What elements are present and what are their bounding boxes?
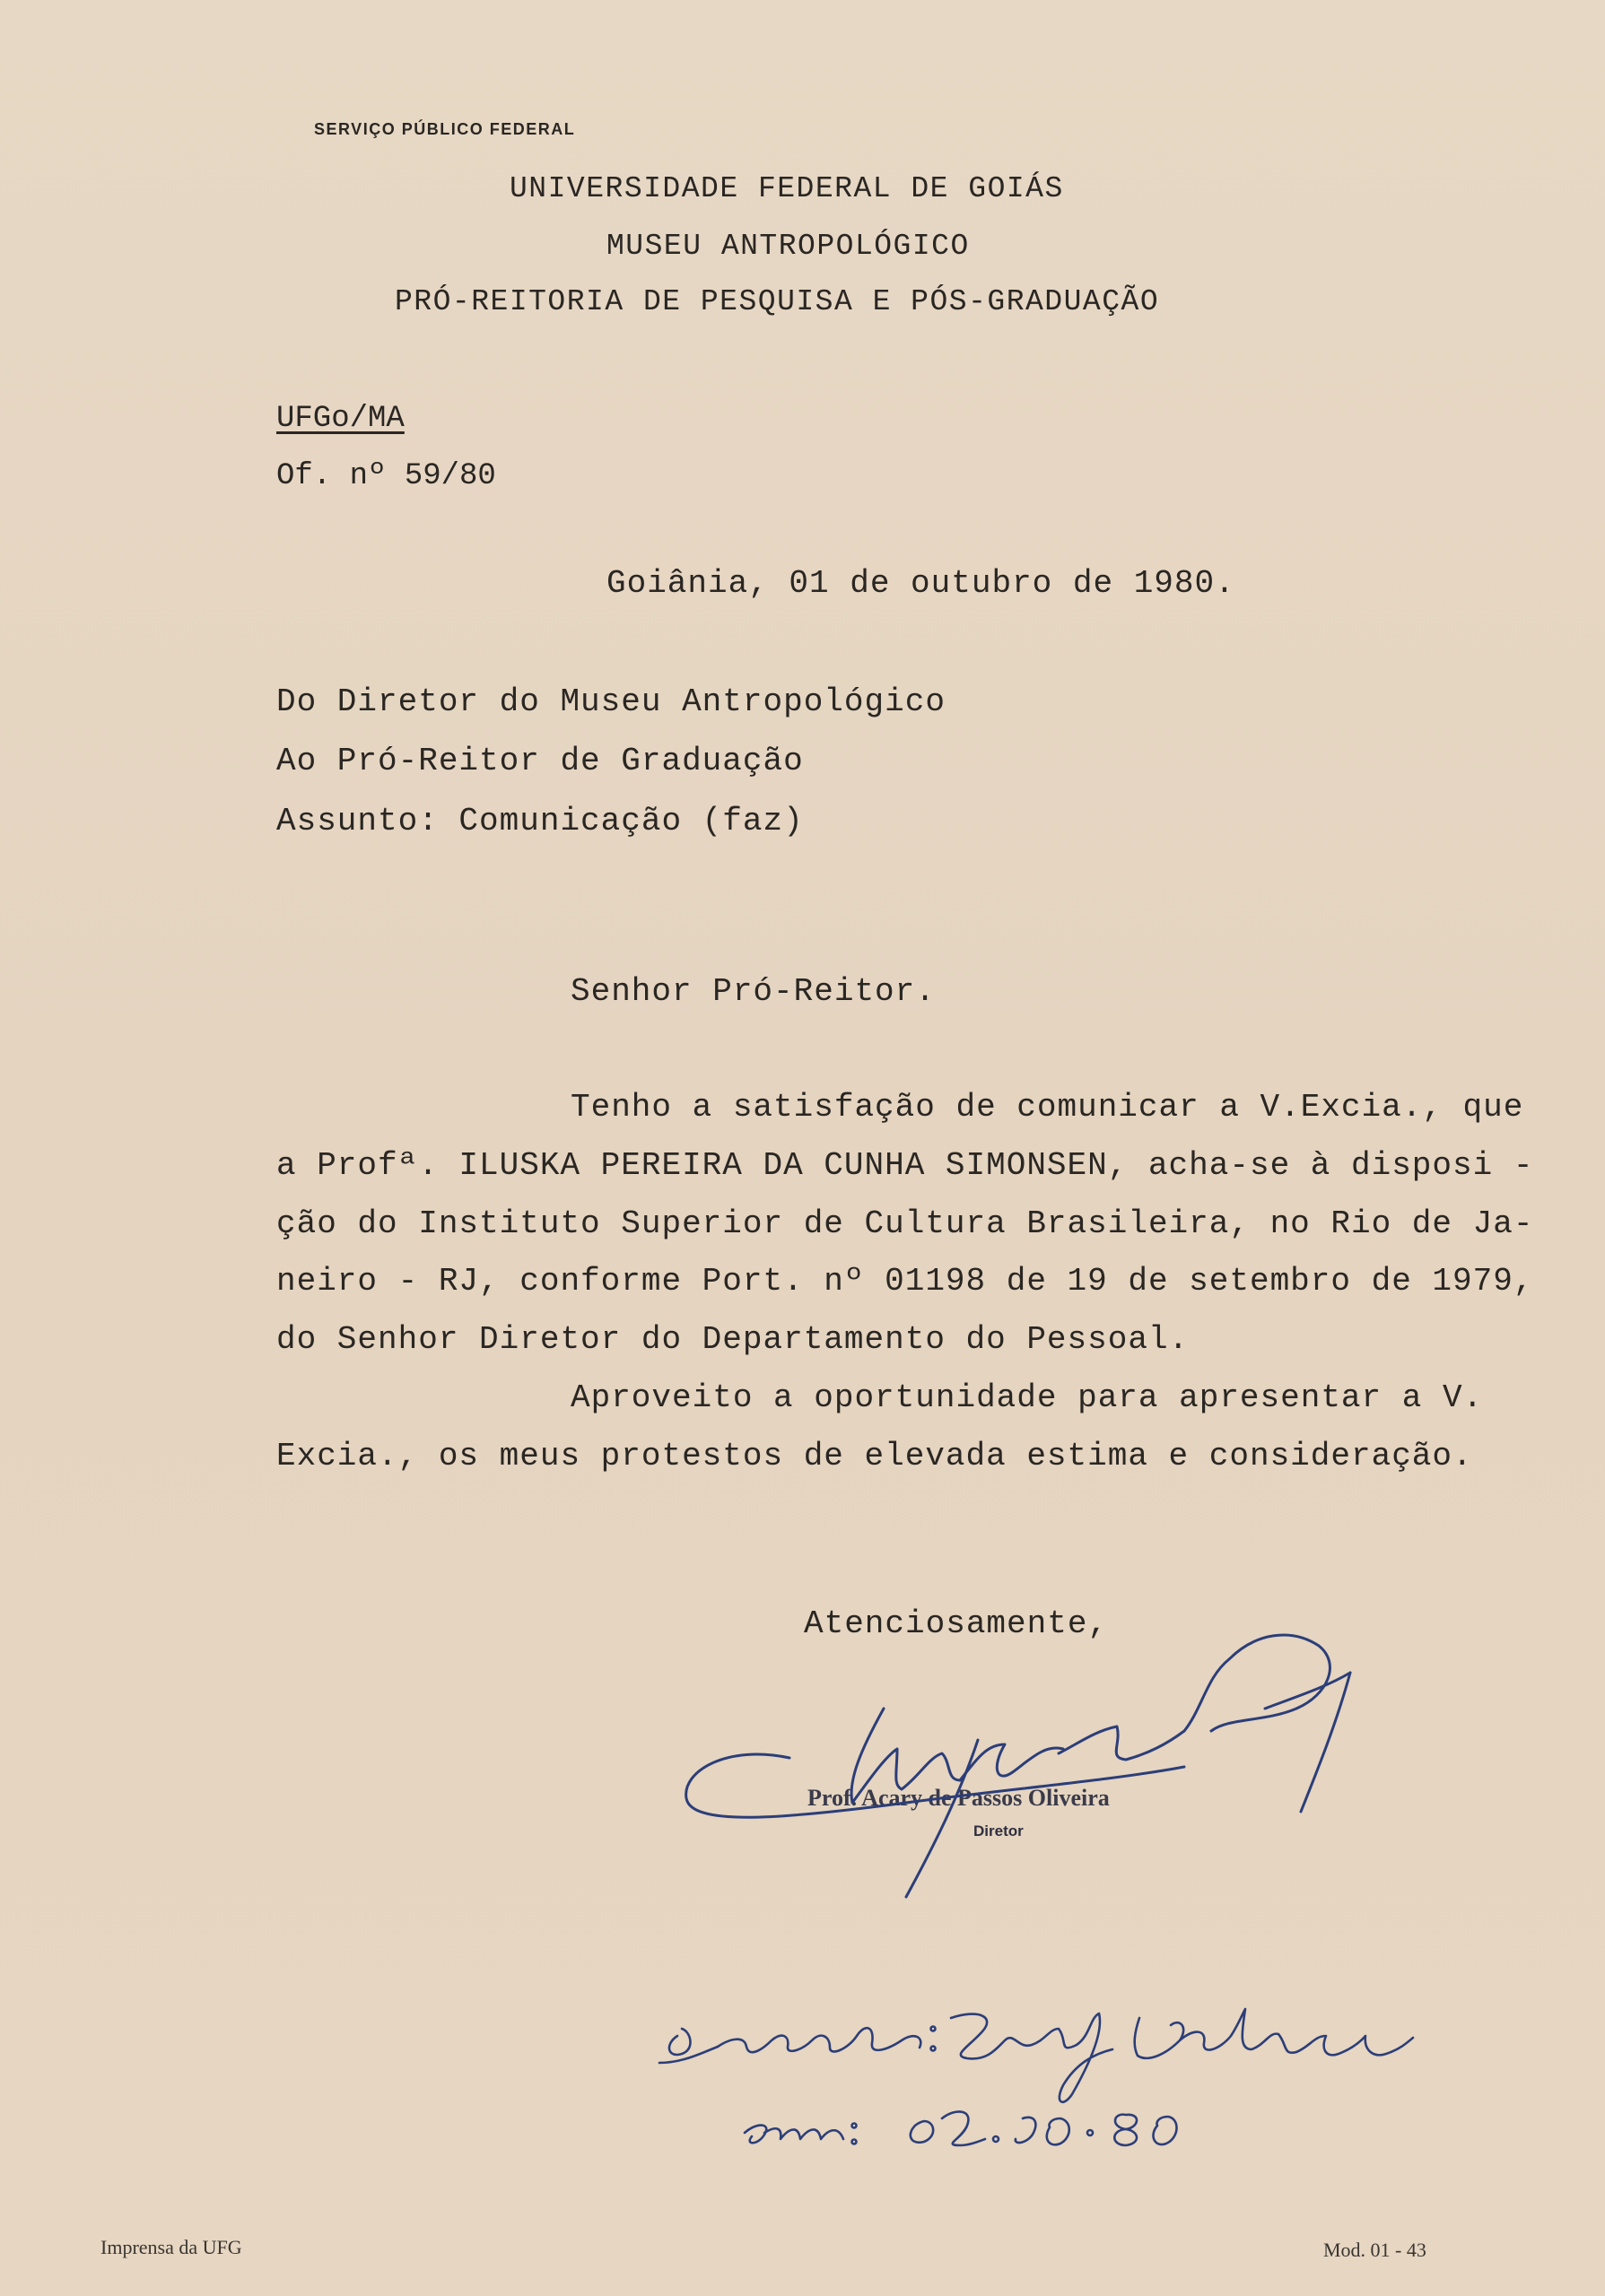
closing: Atenciosamente, [804, 1605, 1109, 1642]
body-p1-line: ção do Instituto Superior de Cultura Brasileira, no Rio de Ja- [276, 1205, 1534, 1242]
signature-stamp-title: Diretor [973, 1822, 1024, 1839]
routing-from: Do Diretor do Museu Antropológico [276, 683, 946, 720]
body-p1-line: neiro - RJ, conforme Port. nº 01198 de 19 de setembro de 1979, [276, 1263, 1534, 1300]
body-p1-line: do Senhor Diretor do Departamento do Pessoal. [276, 1321, 1190, 1358]
body-p2-line: Aproveito a oportunidade para apresentar a V. [571, 1379, 1484, 1416]
routing-subject: Assunto: Comunicação (faz) [276, 803, 804, 839]
body-p1-line: Tenho a satisfação de comunicar a V.Excia., que [571, 1089, 1524, 1126]
reference-code: UFGo/MA [276, 402, 405, 436]
service-label: SERVIÇO PÚBLICO FEDERAL [314, 120, 576, 138]
body-p1-line: a Profª. ILUSKA PEREIRA DA CUNHA SIMONSEN, acha-se à disposi - [276, 1147, 1534, 1184]
model-label: Mod. 01 - 43 [1323, 2239, 1426, 2261]
printer-label: Imprensa da UFG [100, 2236, 242, 2258]
date-line: Goiânia, 01 de outubro de 1980. [606, 565, 1235, 602]
university-title: UNIVERSIDADE FEDERAL DE GOIÁS [510, 172, 1064, 205]
body-p2-line: Excia., os meus protestos de elevada estima e consideração. [276, 1438, 1473, 1474]
salutation: Senhor Pró-Reitor. [571, 973, 936, 1010]
routing-to: Ao Pró-Reitor de Graduação [276, 743, 804, 779]
museum-title: MUSEU ANTROPOLÓGICO [606, 230, 970, 263]
signature-stamp-name: Prof. Acary de Passos Oliveira [807, 1785, 1110, 1811]
reference-number: Of. nº 59/80 [276, 459, 496, 493]
office-title: PRÓ-REITORIA DE PESQUISA E PÓS-GRADUAÇÃO [395, 285, 1160, 318]
